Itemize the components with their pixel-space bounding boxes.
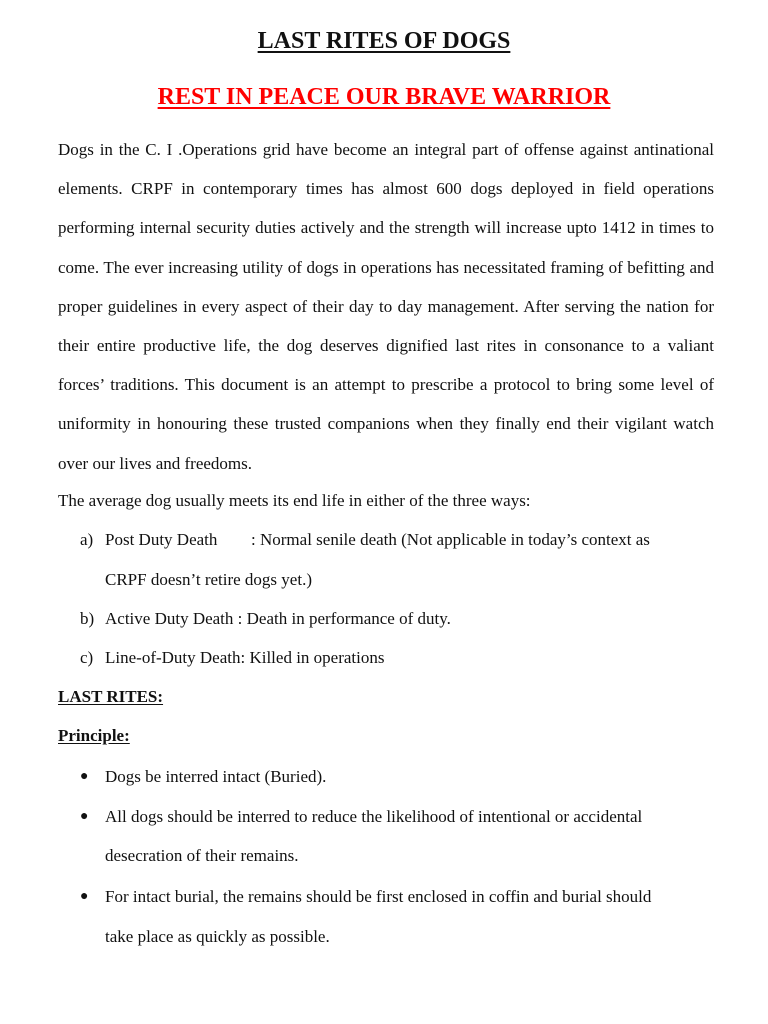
document-subtitle: REST IN PEACE OUR BRAVE WARRIOR — [157, 84, 611, 110]
last-rites-heading: LAST RITES: — [58, 687, 164, 706]
intro-paragraph: Dogs in the C. I .Operations grid have become an integral part of offense against antinational elements. CRPF in contemporary times has almost 600 dogs deployed in field operations performing internal security duties actively and the strength will increase upto 1412 in times to come. The ever increasing utility of dogs in operations has necessitated framing of befitting and proper guidelines in every aspect of their day to day management. After serving the nation for their entire productive life, the dog deserves dignified last rites in consonance to a valiant forces’ traditions. This document is an attempt to prescribe a protocol to bring some level of uniformity in honouring these trusted companions when they finally end their vigilant watch over our lives and freedoms. — [58, 140, 714, 473]
way-text: Line-of-Duty Death: Killed in operations — [105, 648, 385, 667]
way-text: Active Duty Death : Death in performance of duty. — [105, 609, 451, 628]
way-item-c — [80, 646, 384, 670]
way-label: Post Duty Death — [105, 530, 218, 549]
average-intro-line: The average dog usually meets its end life in either of the three ways: — [58, 491, 531, 510]
way-text: Normal senile death (Not applicable in today’s context as — [259, 530, 650, 549]
document-title: LAST RITES OF DOGS — [257, 28, 511, 54]
bullet-icon: ● — [80, 769, 89, 784]
principle-item-2: All dogs should be interred to reduce the likelihood of intentional or accidental — [105, 807, 643, 826]
way-a-description — [251, 528, 650, 552]
bullet-icon: ● — [80, 809, 89, 824]
principle-item-2-continuation: desecration of their remains. — [105, 846, 299, 865]
way-a-continuation: CRPF doesn’t retire dogs yet.) — [105, 570, 312, 589]
way-marker: b) — [80, 609, 95, 628]
principle-heading: Principle: — [58, 726, 130, 745]
way-marker: a) — [80, 530, 94, 549]
principle-item-3-continuation: take place as quickly as possible. — [105, 927, 330, 946]
way-item-b — [80, 607, 451, 631]
way-separator: : — [251, 530, 256, 549]
principle-item-1: Dogs be interred intact (Buried). — [105, 767, 327, 786]
way-marker: c) — [80, 648, 94, 667]
bullet-icon: ● — [80, 889, 89, 904]
way-item-a — [80, 528, 217, 552]
principle-item-3: For intact burial, the remains should be first enclosed in coffin and burial should — [105, 887, 652, 906]
